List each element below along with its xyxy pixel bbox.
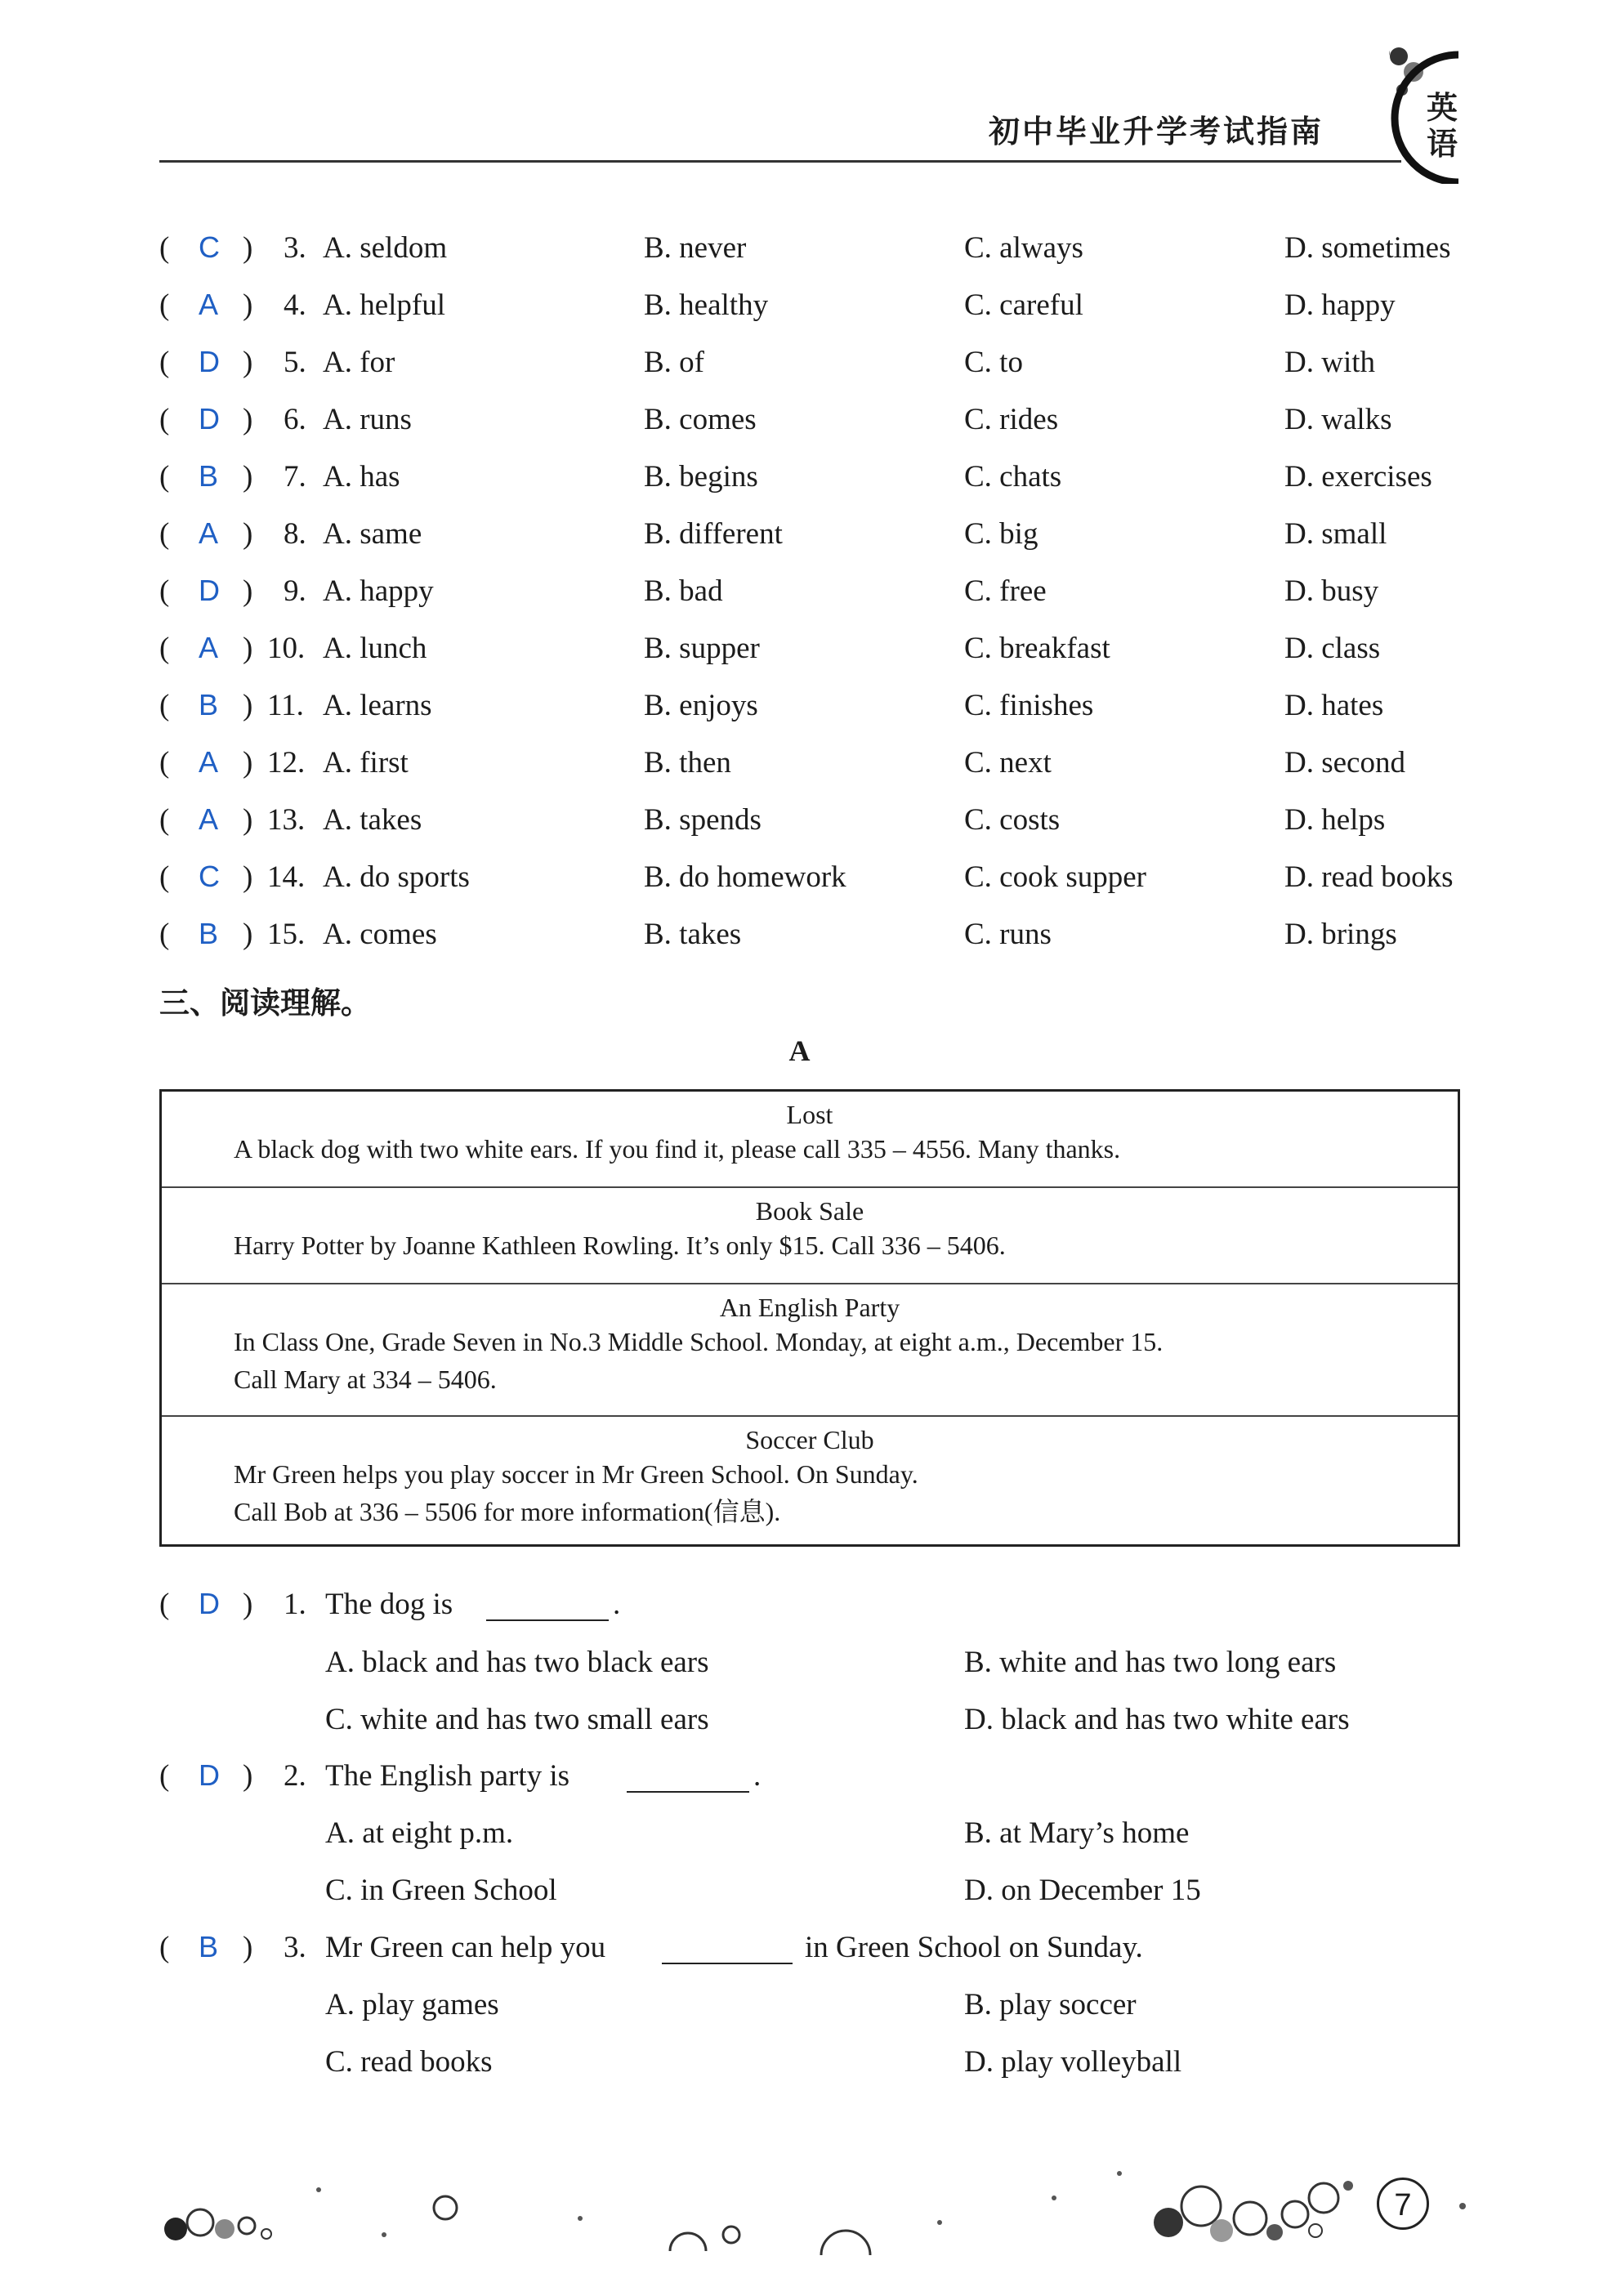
option-d: D. read books: [1284, 860, 1454, 894]
notice-title: Soccer Club: [745, 1425, 874, 1454]
notice-line: Call Bob at 336 – 5506 for more information(信息).: [234, 1497, 781, 1526]
option-d: D. sometimes: [1284, 231, 1451, 265]
answer-letter: B: [199, 459, 219, 493]
option-b: B. enjoys: [644, 689, 758, 722]
cloze-row: [159, 631, 1499, 680]
option-d: D. exercises: [1284, 460, 1432, 494]
option-c: C. finishes: [964, 689, 1094, 722]
paren-open: (: [159, 1931, 170, 1964]
option-a: A. helpful: [323, 288, 446, 322]
option-b: B. white and has two long ears: [964, 1646, 1337, 1679]
answer-letter: D: [199, 574, 220, 607]
question-row: [159, 1930, 1499, 1979]
option-b: B. do homework: [644, 860, 846, 894]
paren-open: (: [159, 803, 170, 837]
page-number: 7: [1377, 2178, 1429, 2230]
option-b: B. begins: [644, 460, 758, 494]
cloze-row: [159, 688, 1499, 737]
option-b: B. play soccer: [964, 1988, 1137, 2021]
paren-close: ): [243, 803, 253, 837]
option-d: D. busy: [1284, 574, 1379, 608]
option-b: B. comes: [644, 403, 757, 436]
option-b: B. of: [644, 346, 704, 379]
question-number: 7.: [284, 460, 306, 494]
option-d: D. second: [1284, 746, 1405, 779]
paren-close: ): [243, 918, 253, 951]
paren-open: (: [159, 632, 170, 665]
option-c: C. breakfast: [964, 632, 1110, 665]
answer-letter: D: [199, 1758, 220, 1792]
option-d: D. on December 15: [964, 1874, 1201, 1907]
notice-title: Lost: [786, 1100, 833, 1129]
cloze-row: [159, 230, 1499, 279]
answer-letter: A: [199, 631, 219, 664]
answer-letter: B: [199, 688, 219, 721]
answer-letter: B: [199, 1930, 219, 1963]
question-number: 5.: [284, 346, 306, 379]
question-stem: The dog is: [325, 1588, 453, 1621]
option-d: D. brings: [1284, 918, 1397, 951]
paren-close: ): [243, 746, 253, 779]
paren-open: (: [159, 860, 170, 894]
question-number: 15.: [267, 918, 306, 951]
answer-letter: A: [199, 516, 219, 550]
notice-line: Call Mary at 334 – 5406.: [234, 1365, 497, 1394]
option-b: B. bad: [644, 574, 723, 608]
paren-open: (: [159, 746, 170, 779]
option-c: C. in Green School: [325, 1874, 557, 1907]
option-d: D. play volleyball: [964, 2045, 1182, 2079]
passage-label: A: [788, 1034, 811, 1067]
answer-letter: B: [199, 917, 219, 950]
paren-close: ): [243, 1931, 253, 1964]
cloze-row: [159, 917, 1499, 966]
option-c: C. to: [964, 346, 1023, 379]
paren-open: (: [159, 918, 170, 951]
option-c: C. always: [964, 231, 1083, 265]
option-d: D. black and has two white ears: [964, 1703, 1350, 1736]
answer-letter: C: [199, 860, 220, 893]
cloze-row: [159, 745, 1499, 794]
option-a: A. same: [323, 517, 422, 551]
question-number: 4.: [284, 288, 306, 322]
option-d: D. walks: [1284, 403, 1392, 436]
question-stem: Mr Green can help you: [325, 1931, 606, 1964]
paren-open: (: [159, 574, 170, 608]
paren-open: (: [159, 231, 170, 265]
cloze-row: [159, 574, 1499, 623]
paren-open: (: [159, 1759, 170, 1793]
answer-letter: D: [199, 1587, 220, 1620]
notice-table: [159, 1089, 1460, 1547]
section-title: 三、阅读理解。: [159, 985, 371, 1021]
notice-line: A black dog with two white ears. If you find it, please call 335 – 4556. Many thanks.: [234, 1134, 1121, 1164]
answer-blank: [662, 1963, 793, 1964]
option-b: B. spends: [644, 803, 762, 837]
option-a: A. takes: [323, 803, 422, 837]
option-b: B. never: [644, 231, 747, 265]
option-c: C. costs: [964, 803, 1061, 837]
question-number: 11.: [267, 689, 304, 722]
option-b: B. takes: [644, 918, 742, 951]
option-c: C. big: [964, 517, 1038, 551]
option-d: D. class: [1284, 632, 1381, 665]
question-number: 10.: [267, 632, 306, 665]
paren-open: (: [159, 689, 170, 722]
question-number: 1.: [284, 1588, 306, 1621]
header-rule: [159, 160, 1401, 163]
notice-title: Book Sale: [755, 1196, 864, 1226]
subject-label: 英语: [1426, 89, 1458, 162]
question-number: 12.: [267, 746, 306, 779]
question-row: [159, 1758, 1499, 1807]
notice-book-sale: [162, 1188, 1458, 1284]
paren-close: ): [243, 460, 253, 494]
option-a: A. happy: [323, 574, 434, 608]
option-c: C. white and has two small ears: [325, 1703, 709, 1736]
answer-blank: [486, 1619, 609, 1621]
option-c: C. next: [964, 746, 1052, 779]
notice-line: Mr Green helps you play soccer in Mr Green School. On Sunday.: [234, 1459, 918, 1489]
question-row: [159, 1587, 1499, 1636]
option-c: C. runs: [964, 918, 1052, 951]
notice-soccer-club: [162, 1417, 1458, 1544]
paren-open: (: [159, 403, 170, 436]
paren-close: ): [243, 403, 253, 436]
option-a: A. has: [323, 460, 400, 494]
notice-title: An English Party: [719, 1293, 900, 1322]
paren-close: ): [243, 231, 253, 265]
option-b: B. different: [644, 517, 783, 551]
answer-letter: C: [199, 230, 220, 264]
answer-letter: A: [199, 288, 219, 321]
cloze-row: [159, 459, 1499, 508]
option-a: A. do sports: [323, 860, 470, 894]
question-number: 6.: [284, 403, 306, 436]
option-d: D. with: [1284, 346, 1375, 379]
answer-letter: D: [199, 345, 220, 378]
answer-letter: D: [199, 402, 220, 436]
paren-open: (: [159, 517, 170, 551]
option-c: C. chats: [964, 460, 1062, 494]
option-c: C. free: [964, 574, 1047, 608]
option-a: A. first: [323, 746, 409, 779]
question-stem: The English party is: [325, 1759, 570, 1793]
option-d: D. small: [1284, 517, 1387, 551]
paren-close: ): [243, 288, 253, 322]
question-number: 3.: [284, 1931, 306, 1964]
paren-close: ): [243, 574, 253, 608]
question-number: 13.: [267, 803, 306, 837]
question-number: 9.: [284, 574, 306, 608]
option-a: A. comes: [323, 918, 437, 951]
cloze-row: [159, 516, 1499, 565]
option-d: D. hates: [1284, 689, 1384, 722]
notice-lost: [162, 1092, 1458, 1188]
answer-blank: [627, 1791, 749, 1793]
option-b: B. healthy: [644, 288, 769, 322]
question-stem-end: in Green School on Sunday.: [805, 1931, 1143, 1964]
question-stem-end: .: [753, 1759, 762, 1793]
paren-open: (: [159, 346, 170, 379]
option-b: B. then: [644, 746, 731, 779]
answer-letter: A: [199, 802, 219, 836]
option-d: D. happy: [1284, 288, 1396, 322]
notice-english-party: [162, 1284, 1458, 1417]
paren-close: ): [243, 860, 253, 894]
cloze-row: [159, 288, 1499, 337]
cloze-row: [159, 345, 1499, 394]
paren-close: ): [243, 689, 253, 722]
option-a: A. seldom: [323, 231, 448, 265]
notice-line: Harry Potter by Joanne Kathleen Rowling. It’s only $15. Call 336 – 5406.: [234, 1231, 1006, 1260]
paren-open: (: [159, 1588, 170, 1621]
option-a: A. black and has two black ears: [325, 1646, 709, 1679]
option-c: C. read books: [325, 2045, 493, 2079]
option-c: C. cook supper: [964, 860, 1146, 894]
question-number: 3.: [284, 231, 306, 265]
footer-bubbles-icon: [155, 2141, 1479, 2263]
cloze-row: [159, 402, 1499, 451]
paren-close: ): [243, 632, 253, 665]
option-b: B. supper: [644, 632, 760, 665]
option-c: C. rides: [964, 403, 1059, 436]
cloze-row: [159, 802, 1499, 851]
paren-close: ): [243, 1588, 253, 1621]
option-a: A. lunch: [323, 632, 427, 665]
option-a: A. for: [323, 346, 395, 379]
option-c: C. careful: [964, 288, 1083, 322]
option-a: A. play games: [325, 1988, 499, 2021]
option-a: A. runs: [323, 403, 412, 436]
question-stem-end: .: [613, 1588, 621, 1621]
paren-open: (: [159, 460, 170, 494]
cloze-row: [159, 860, 1499, 909]
answer-letter: A: [199, 745, 219, 779]
question-number: 14.: [267, 860, 306, 894]
option-d: D. helps: [1284, 803, 1386, 837]
option-b: B. at Mary’s home: [964, 1816, 1190, 1850]
paren-close: ): [243, 1759, 253, 1793]
paren-open: (: [159, 288, 170, 322]
question-number: 8.: [284, 517, 306, 551]
option-a: A. learns: [323, 689, 432, 722]
question-number: 2.: [284, 1759, 306, 1793]
header-title: 初中毕业升学考试指南: [989, 113, 1324, 150]
paren-close: ): [243, 517, 253, 551]
paren-close: ): [243, 346, 253, 379]
option-a: A. at eight p.m.: [325, 1816, 514, 1850]
notice-line: In Class One, Grade Seven in No.3 Middle School. Monday, at eight a.m., December 15.: [234, 1327, 1164, 1356]
